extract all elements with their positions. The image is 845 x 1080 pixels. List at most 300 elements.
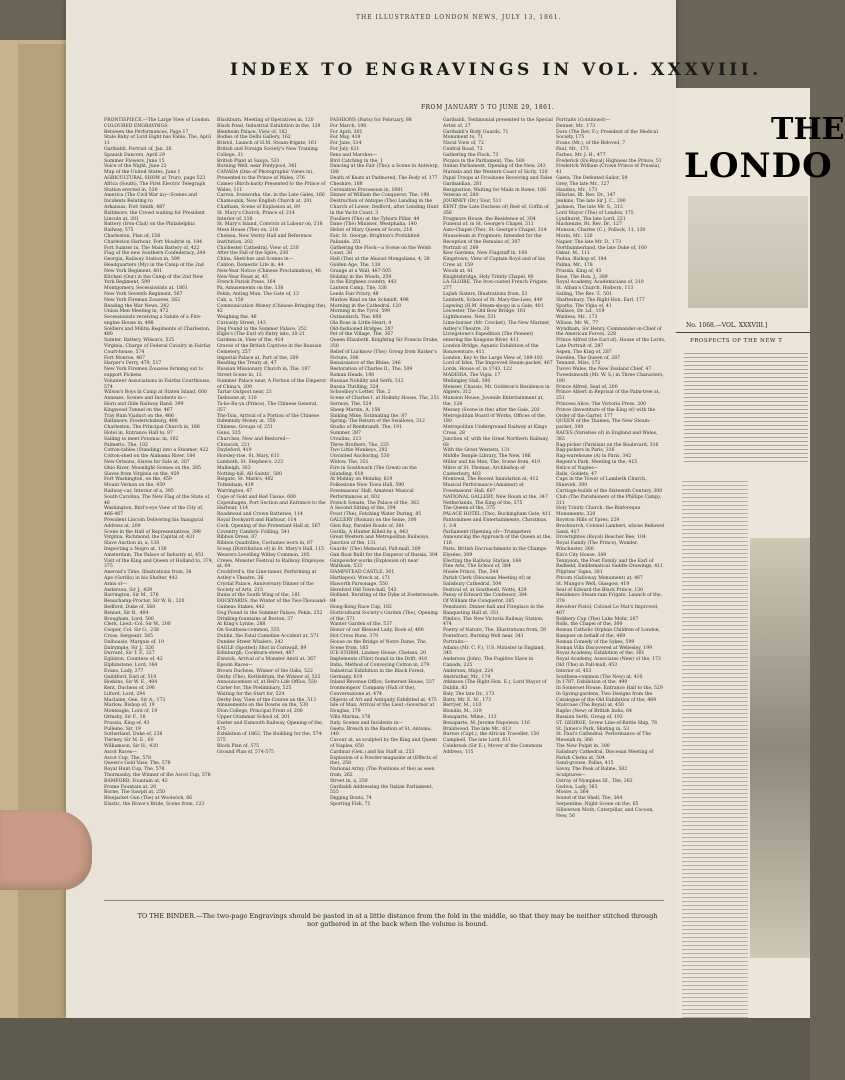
index-entry: Street in, a, 250 [330,778,368,784]
index-entry: Widow, The, 351 [330,460,369,466]
index-entry: Hot Cross Buns, 379 [330,633,379,639]
index-entry: Summer Palace near, A Portion of the Emperor of China's, 200 [217,378,327,390]
index-entry: QUEEN of the Thames, The New Steam-packet, 300 [556,419,651,431]
index-entry: Chinese, Groups of, 251 [217,425,273,431]
index-entry: Rolls, the Chapel of the, 300 [556,622,623,628]
index-entry: Livingstone's Expedition (The Pioneer) entering the Kongone River, 411 [443,332,534,344]
index-entry: Stale Baby of Lord Eight has Fable, The, April 11 [104,135,212,147]
index-entry: For May, 418 [330,135,361,141]
index-entry: Map of the United States, June 1 [104,170,181,176]
index-entry: Weavers Levelling Witley Common, 205 [217,552,310,558]
index-entry: Cotton-tables (Standing) into a Steamer, 422 [104,448,209,454]
index-entry: EAGLE (Spotted) Shot in Cornwall, 89 [217,645,307,651]
index-entry: Eglinton, Countess of, 42 [104,657,163,663]
index-entry: Edinburgh, Cockburn-street, 487 [217,651,295,657]
index-entry: JOURNEY (Dr.) Tour, 511 [443,199,502,205]
index-entry: In 1787, Exhibition of the, 490 [556,680,628,686]
index-entry: Portrait of, 269 [443,245,479,251]
index-entry: Relics of Naples— [556,465,599,471]
index-entry: Doro (The Rev. F.), President of the Medical Society, 175 [556,129,658,141]
index-entry: Williamson, Sir H., 420 [104,744,159,750]
index-entry: Gorilla, A Hunter Killed by a, 443 [330,529,409,535]
index-entry: Knightsbridge, Holy Trinity Chapel, 80 [443,274,534,280]
index-entry: Communication Money (Chinese Bringing the), 42 [217,303,327,315]
index-entry: BAMFORD, Fountain at, 43 [104,778,168,784]
index-entry: Railway-car, Interior of a, 395 [104,489,174,494]
index-entry: At Midday on Monday, 619 [330,477,393,483]
index-entry: Gathering the Flock—a Scene on the Welsh Coast, 30 [330,245,432,257]
index-entry: Farbes, Mr. J. H., 477 [556,152,606,158]
index-entry: Kew Gardens, New Flagstaff in, 164 [443,251,528,257]
index-entry: St. Mungo's Well, Glasgow, 419 [556,581,630,587]
index-entry: Tweedsmouth (Mr. W. S.) in Three Characters, 190 [556,373,664,384]
index-entry: A Second Sitting of the, 294 [330,506,396,512]
index-entry: Ascot Cup, The, 578 [104,755,152,761]
index-entry: Fort Monroe, 467 [104,355,146,361]
index-entry: Cope of Gold and Red Tissue, 600 [217,494,296,500]
index-entry: Godiva, Lady, 363 [556,784,598,790]
index-entry: Elgin's (The Earl of) Entry into, 20-21 [217,332,305,338]
index-entry: Northumberland, the late Duke of, 160 [556,245,647,251]
index-entry: Pitcom (Galloway Monument) at, 467 [556,575,643,581]
index-entry: Anstruther, Mr., 174 [443,674,491,680]
index-entry: Copenhagen, Port Section and Entrance to the Harbour, 114 [217,500,326,512]
masthead-the: THE [771,112,845,147]
index-entry: Miller and his Men, The, Scene from, 419 [443,460,541,466]
index-entry: Sheep Marsin, A, 156 [330,407,381,413]
index-entry: Marlow, Bishop of, 19 [104,703,155,709]
index-entry: President Lincoln Delivering his Inaugural Address at, 209 [104,517,204,529]
index-entry: Royal Academy, Exhibition of the, 301 [556,651,645,657]
index-entry: Musée Prince, The, 544 [443,570,499,576]
index-entry: Reading the War News, 242 [104,303,170,309]
index-entry: Cardinal (Gen.) and his Staff at, 253 [330,749,415,755]
index-entry: Derby Day, View of the Course on the, 513 [217,697,317,703]
index-entry: Grange at a Wall, 487-505 [330,268,391,274]
index-entry: Balls, Goblets, 47 [556,471,597,477]
index-entry: Pimlico, The New Victoria Railway Station, 474 [443,616,544,628]
index-entry: Staircase (The Royal) at, 450 [556,703,624,709]
index-entry: Maclaine, Gen. Sir A., 173 [104,697,166,703]
index-entry: Dundee Street Whalers, 242 [217,639,284,645]
index-entry: Morning in the Cathedral, 120 [330,303,402,309]
index-entry: Crewe, Monster Festival to Railway Employes at, 64 [217,558,325,570]
index-entry: St. Alban's Church, Holborn, 113 [556,286,634,292]
index-entry: Kitchen (Our) in the Camp of the 2nd New York Regiment, 599 [104,274,204,286]
index-entry: Upper Grammar School of, 201 [217,715,290,721]
index-entry: Haudiss, Mr., 173 [556,187,598,193]
index-entry: Thormanby, the Winner of the Ascot Cup, 578 [104,773,211,779]
index-entry: Leicester, The Old Bow Bridge, 181 [443,309,526,315]
index-entry: Frome Fountain at, 20 [104,784,157,790]
index-entry: Lajlah Sisters, Illustrations from, 53 [443,291,528,297]
index-entry: Ribbon Quadrilles, Costumes worn in, 87 [217,541,313,547]
index-entry: Freemasons' Hall, Amateur Musical Performances at, 602 [330,489,414,500]
index-entry: For July, 621 [330,146,360,152]
index-entry: Harper's Ferry, 479, 517 [104,361,162,367]
index-entry: Colebrook (Sir E.), Mover of the Commons Address, 115 [443,744,543,755]
index-entry: Adams (Mr. C. F.), U.S. Minister in England, 345 [443,645,545,657]
index-entry: Kin's City House, 300 [556,552,607,558]
issue-number: No. 1068.—VOL. XXXVIII.] [686,322,768,329]
index-entry: Garibaldi, Testimonial presented to the Special Artist of, 27 [443,118,553,129]
index-entry: Sermon, The, 524 [330,402,372,408]
index-entry: Interior of, 218 [217,216,253,222]
index-entry: Wanless, Mr., 173 [556,315,598,321]
index-entry: Revolver Pistol, Colonel Le Mat's Improved, 407 [556,604,659,616]
index-entry: Churches, New and Restored— [217,436,290,442]
index-entry: Dog Pound in the Summer Palace, 252 [217,326,307,332]
index-entry: French Senate, The Palace of the, 363 [330,500,420,506]
index-entry: Savoy, The Peak of Balme, 502 [556,767,628,773]
index-entry: South Carolina, The New Flag of the State of, 48 [104,494,211,506]
index-entry: Virginia, Richmond, the Capital of, 431 [104,535,195,541]
index-entry: Jenkins, The late Sir J. C., 290 [556,199,626,205]
index-entry: DOCKYARDS, the Winter of the Two-Thousand-Guineas Stakes, 442 [217,599,327,610]
index-entry: Kingwood Tunnel on the, 467 [104,407,173,413]
running-head: THE ILLUSTRATED LONDON NEWS, JULY 13, 1861. [356,14,562,21]
index-entry: British Plant at Sanya, 531 [217,158,280,164]
index-entry: Ruins of the South Wing of the, 181 [217,593,301,599]
index-entry: Mellingley Hall, 300 [443,378,491,384]
index-entry: Great Western and Metropolitan Railways, Junction of the, 131 [330,535,430,547]
index-entry: ST. GEORGE, Screw Line-of-Battle Ship, 78 [556,720,658,726]
index-entry: Seal of Edward the Black Prince, 130 [556,587,644,593]
index-entry: Padua, Bishop of, 184 [556,257,607,263]
index-entry: Notting-hill, All Saints', 580 [217,471,282,477]
index-entry: Isle of Man, Arrival of the Lieut.-Governor at Douglas, 179 [330,703,435,715]
index-entry: For March, 190 [330,123,367,129]
index-entry: Lords, House of, in 1743, 122 [443,367,512,373]
index-entry: Netherlands, The King of the, 375 [443,500,523,506]
index-entry: At King's Lynne, 288 [217,622,266,628]
index-entry: Wilson's Boys in Camp at Staten Island, 600 [104,390,207,396]
index-entry: Roman Heads, 190 [330,373,375,379]
index-entry: Ape (Gorilla) in his Shelter, 442 [104,575,178,581]
index-entry: National Army, (The Positions of the) as seen from, 262 [330,767,435,779]
index-entry: Ohio River, Moonlight-Scenes on the, 285 [104,465,202,471]
index-column-5 [556,118,666,898]
index-entry: Roman Catholic Orphan Children of London, Banquet on behalf of the, 469 [556,628,661,639]
index-entry: Waiting for the Start for, 524 [217,691,285,697]
index-entry: Fair, St. George, Brighton's Prohibited Palisade, 251 [330,233,420,245]
index-entry: St. Mary's Church, Prince of, 214 [217,210,295,216]
index-entry: Charleston Harbour, Fort Moultrie in, 184 [104,239,203,245]
index-entry: New-Year Feast at, 45 [217,274,268,280]
index-entry: British and Foreign Society's New Training College, 31 [217,146,318,158]
index-entry: Holland, Bursting of the Dyke at Zoeterwoude, 84 [330,593,440,605]
index-entry: Guns, 325 [217,431,241,437]
index-entry: Tottenham, 419 [217,483,254,489]
index-entry: Aspen, The King of, 287 [556,349,612,355]
index-entry: Sparks, The Vigia of, 41 [556,303,612,309]
index-entry: Sailing to meet Potomac in, 102 [104,436,179,442]
index-entry: For April, 301 [330,129,363,135]
facing-page-text [684,350,808,465]
index-entry: Coronation Procession in, 1001 [330,187,404,193]
index-entry: Fort Sumter in, The Main Battery of, 422 [104,245,200,251]
index-entry: Ironmongers' Company (Hall of the), Conversazione at, 474 [330,686,416,697]
index-entry: Anderson (John), The Fugitive Slave in Canada, 225 [443,657,534,668]
index-entry: Frogmore House, the Residence of, 304 [443,216,536,222]
index-entry: The Queen of the, 375 [443,506,495,512]
index-entry: Pansy of Edward the Confessor, 384 [443,593,527,599]
index-entry: PALACE HOTEL (The), Buckingham Gate, 411 [443,512,551,518]
index-entry: Pulleine, Sir, 19 [104,726,141,732]
index-entry: Tray Rum Viaduct on the, 466 [104,413,174,419]
index-entry: Auto-Chapel (The), St. George's Chapel, 314 [443,228,547,234]
index-entry: Bonaparte, Mlme., 113 [443,715,497,721]
index-entry: India, Method of Conveying Cotton in, 279 [330,662,430,668]
index-entry: Beauchamp-Proctor, Sir W. B., 320 [104,599,185,605]
index-entry: Chiswick, 231 [217,442,250,448]
index-entry: Carron, Ironworks, the, in the Late Gales, 166 [217,193,325,199]
date-range: FROM JANUARY 5 TO JUNE 29, 1861. [421,104,555,111]
index-entry: Scene of Charles I. at Holmby House, The, 251 [330,396,440,402]
index-entry: Wyndham, Sir Henry, Commander-in-Chief of the American Forces, 228 [556,326,662,338]
index-entry: Explosion of a Powder-magazine at (Effects of the), 258 [330,755,437,767]
issue-rule [676,332,810,333]
index-entry: Imperial Palace at, Part of the, 200 [217,355,299,361]
index-entry: New York Fireman Zouaves, 562 [104,297,181,303]
index-column-3 [330,118,440,898]
index-entry: Crystal Palace, Anniversary Dinner of the Society of Arts, 215 [217,581,314,593]
index-entry: Gaeta, Breach in the Bastion of St. Antonio, 140 [330,726,432,738]
index-entry: Veteran of, 280 [443,193,479,199]
index-entry: Salisbury Cathedral, Diocesan Meeting of Parish Clerks at, 504 [556,749,654,761]
index-entry: Flag of the new Southern Confederacy, 244 [104,251,206,257]
index-entry: Three Brothers, The, 235 [330,442,389,448]
index-entry: Clerk, Lieut.-Col. Sir W., 200 [104,622,171,628]
index-entry: Garibaldi, Portrait of, Jan. 26 [104,146,172,152]
index-entry: Paul, Mr., 173 [556,146,589,152]
index-entry: Battery (Iron-Clad) on the Philadelphia Railway, 575 [104,222,195,234]
index-entry: Glen Ray, Parallel Roads of, 301 [330,523,405,529]
index-entry: Schoolboy's Letter, The, 2 [330,390,391,396]
index-entry: Industrial Exhibition in the Black Forest, Germany, 619 [330,668,426,680]
index-entry: Cooper, Col. Sir G., 238 [104,628,159,634]
index-entry: Residence Steam-ram Frigate, Launch of the, 378 [556,593,663,605]
index-entry: Warrington, 47 [217,489,253,494]
index-entry: Pilgrims' Signs, 301 [556,570,603,576]
prospects-heading: PROSPECTS OF THE NEW T [690,338,783,344]
index-entry: Dog Pound in the Summer Palace, Pekin, 252 [217,610,323,616]
index-entry: Aneroid's Time, Illustrations from, 38 [104,570,192,576]
index-entry: French Parish Press, 164 [217,280,276,286]
index-entry: Jackson, The late Mr. S., 313 [556,204,623,210]
index-entry: Garibaldi's Body Guards, 71 [443,129,509,135]
index-entry: Cross, Sergeant, 565 [104,633,154,639]
index-entry: Burton (Capt.), the African Traveller, 150 [443,732,540,738]
index-entry: Bennet, Sir R., 404 [104,610,149,616]
index-entry: Portraits (Continued)— [556,118,611,123]
index-entry: Dancing at the Fair (The): a Scene in Antwerp, 188 [330,164,439,176]
index-entry: Roadstead and Crown Batteries, 114 [217,512,303,518]
index-entry: Funeral of, in St. George's Chapel, 311 [443,222,534,228]
index-entry: FRONTISPIECE.—The Large View of London. [104,118,211,123]
index-entry: Drowrightes (Royal) Beacher Bee, 104 [556,535,646,541]
index-entry: NATIONAL GALLERY, New Room at the, 347 [443,494,548,500]
index-column-2 [217,118,327,898]
index-entry: Old-fashioned Bridges, 287 [330,326,394,332]
index-entry: Pet of the Village, The, 367 [330,332,394,338]
index-entry: Unvisited Anchoring, 530 [330,454,390,460]
index-entry: Lilford, Lord, 294 [104,691,146,697]
index-entry: ICE-STORM, Lindsey House, Chelsea, 20 [330,651,426,657]
index-entry: Metropolitan Underground Railway at Kings Cross, 28 [443,425,547,437]
index-entry: Renaissance of the Rhine, 346 [330,361,401,367]
index-entry: Anderson, Sir J., 429 [104,587,153,593]
index-entry: Cups in the Tower of Lambeth Church, Nineveh, 300 [556,477,647,489]
index-entry: Prince Albert in Reprisal of the Palm-tree at, 251 [556,390,661,402]
index-entry: Brown Duchess, Winner of the Oaks, 522 [217,668,313,674]
index-entry: Fine Arts, The School of, 384 [443,564,511,570]
index-entry: Chamounix, New English Church at, 201 [217,199,313,205]
index-entry: Prussia, King of, 43 [104,720,150,726]
index-entry: Italian Parliament, Opening of the New, 243 [443,164,546,170]
index-entry: Prussia, King of, 43 [556,268,602,274]
index-entry: AGRICULTURAL SHOW at Truro, page 523 [104,175,206,181]
index-entry: Tartar Outpost near, 23 [217,390,272,396]
masthead-london: LONDO [684,146,833,186]
index-entry: Summer, 387 [330,431,361,437]
index-entry: Inspecting a Negro at, 130 [104,546,167,552]
index-entry: Morning in the Tyrol, 599 [330,309,391,315]
index-entry: Mackenzie, Rt. Rev. Dr., 127 [556,222,622,228]
index-entry: Russian Nobility and Serfs, 512 [330,378,404,384]
index-entry: Hartlepool, Wreck at, 171 [330,575,391,581]
index-entry: New York Firemen Zouaves forming out to support Pickens [104,367,204,379]
index-entry: Arkansas, Fort Smith, 487 [104,204,166,210]
index-entry: Prince Alfred (the Earl of), House of the Lords, Late Portrait of, 287 [556,338,666,350]
index-entry: Canton, Domestic Life in, 44 [217,262,284,268]
index-entry: COLOURED ENGRAVINGS. [104,123,169,129]
index-entry: Pontefract, Burning Well near, 341 [443,633,524,639]
index-entry: Prince (Investiture of the King of) with the Order of the Garter, 177 [556,407,656,419]
index-entry: Gardens in, View of the, 414 [217,338,284,344]
index-entry: Mitre of St. Thomas, Archbishop of Canterbury, 403 [443,465,525,477]
index-entry: New Orleans, Slaves for Sale at, 307 [104,460,190,466]
index-entry: Mount Vernon on the, 459 [104,483,166,489]
index-entry: Russia Thrilling, 324 [330,384,379,390]
index-entry: CANADA (One of Photographic Views in), Presented to the Prince of Wales, 376 [217,170,314,181]
index-entry: Coventry Cambric Frilling, 541 [217,529,290,535]
index-entry: Blackburn, Meeting of Operatives in, 120 [217,118,314,123]
index-entry: Ribbon Dress, 87 [217,535,258,541]
index-entry: Dane (The) Minister, Westphalia, 140 [330,222,417,228]
index-entry: Slaves from Virginia on the, 459 [104,471,180,477]
index-entry: The-Tsin, Arrival of a Portion of the Chinese Indemnity Money at, 350 [217,413,320,425]
masthead-vignette [688,196,808,308]
index-entry: In Somerset House, Entrance Hall to the, 529 [556,686,663,692]
index-entry: Cork, Opening of the Protestant Hall at, 567 [217,523,321,529]
index-entry: Rag-picker (Parisian) on the Boulevard, 316 [556,442,659,448]
index-entry: Ursulins, 213 [330,436,362,442]
index-entry: Epsom Races— [217,662,253,668]
index-entry: Atkinson (The Right Hon. E.), Lord Mayor of Dublin, 83 [443,680,547,692]
index-entry: Russian Serfs, Group of, 192 [556,715,623,721]
index-entry: Block Plan of, 575 [217,744,260,750]
index-entry: FASHIONS (Paris) for February, 88 [330,118,412,123]
index-entry: Horn and Olde Railway Band, 399 [104,402,184,408]
index-entry: Brocknurch, Colonel Lambert, whose Bellowel Sand, 417 [556,523,665,535]
index-entry: Relief of Lucknow (The): Group from Barker's Picture, 306 [330,349,437,361]
index-entry: Gunpowder-works (Explosion of) near Waltham, 533 [330,558,419,570]
index-entry: Central Road, 73 [443,146,483,152]
index-entry: Parish Clerk (Diocesan Meeting of) at Salisbury Cathedral, 504 [443,575,531,587]
footer-rule [104,900,664,901]
index-entry: Inland Revenue Office, Somerset House, 337 [330,680,435,686]
index-entry: Poetry of Nature, The, Illustrations from, 59 [443,628,546,634]
index-entry: Pekin, Anting Mun, The Gate of, 13 [217,291,299,297]
index-entry: Secessionists receiving a Salute of a Fire-engine House in, 498 [104,315,202,326]
index-entry: Pantomimes and Entertainments, Christmas, 1, 3-8 [443,517,548,529]
index-entry: Monson, Charles (C.), Pollock, 11, 130 [556,228,646,234]
index-entry: Guildford, Earl of, 519 [104,674,157,680]
index-entry: Papal Troops at Frosinone Receiving and False Garibaldian, 281 [443,175,553,187]
index-entry: Horsley-rise, St. Mary, 611 [217,454,280,460]
index-entry: Hoskins, Sir W. E., 404 [104,680,158,686]
index-column-4 [443,118,553,898]
index-entry: Rag-pickers in Paris, 316 [556,448,615,454]
index-entry: Summer Flowers, June 15 [104,158,165,164]
index-entry: Voice of the Night, June 22 [104,164,167,170]
index-entry: Announcement of, at Bell's Life Office, 550 [217,680,317,686]
index-entry: Interior of, 453 [556,668,592,674]
index-entry: Chichester Cathedral, View of, 230 [217,245,299,251]
index-entry: Wallace, Dr. Ld., 119 [556,309,605,315]
index-entry: Africa (South), The First Electric Telegraph Station erected in, 530 [104,181,206,193]
index-entry: Leeds Fair Priory, 48 [330,291,379,297]
index-entry: Rose, The Hon. J., 289 [556,274,608,280]
index-entry: Shaftesbury, The Right Hon. Earl, 177 [556,297,645,303]
index-entry: St. Paul's Cathedral, Performance of The Messiah in, 366 [556,732,652,744]
index-entry: Honor of our Blessed Lady, Book of, 400 [330,628,424,634]
facing-page-illustration [750,538,810,958]
index-entry: Tennyson, the Poet Family and the Earl of Redbeld, Emblematical Saddle Drawings, 411 [556,558,663,570]
index-entry: Volunteer Associations in Fairfax Courthouse, 574 [104,378,211,390]
index-entry: Carriage-builds of the Sixteenth Century, 300 [556,489,663,494]
index-entry: Between the Performances, Page 17 [104,129,189,135]
index-entry: Ground Plan of, 574-575 [217,749,274,755]
index-entry: Tierney, Sir M. E., 60 [104,738,154,744]
index-entry: Soldiers and Militia Regiments of Charleston, 480 [104,326,211,338]
index-entry: Paris, British Encroachments in the Champs Elysées, 309 [443,546,547,558]
index-entry: Robbery Cup (The) Lake Mohr, 267 [556,616,639,622]
index-entry: Pa, Amusements on the, 138 [217,286,284,292]
index-entry: Electing the Railway Station, 164 [443,558,522,564]
index-entry: Virginia, Charge of Federal Cavalry in Fairfax Court-house, 574 [104,344,211,355]
index-entry: Heliot of Mary Queen of Scots, 216 [330,228,413,234]
index-entry: Denner, Mr., 173 [556,123,596,129]
index-entry: Ola Rose in Little Heart, 4 [330,320,392,326]
index-entry: Batty, Mr. E. M., 173 [443,697,492,703]
index-entry: The New Pulpit in, 300 [556,744,610,750]
index-entry: Twovo Wales, the New Zealand Chief, 47 [556,367,652,373]
index-entry: Fort Washington, on the, 459 [104,477,172,483]
index-entry: Garibaldi Addressing the Italian Parliament, 555 [330,784,434,796]
index-entry: Prince Alfred, Seat of, 200 [556,384,618,390]
facing-page [676,88,845,1048]
index-entry: Weighing the, 46 [217,315,257,321]
index-entry: Roman Comedy of the Sykes, 599 [556,639,635,645]
index-entry: Eton College, Principal Front of, 200 [217,709,303,715]
index-column-1 [104,118,214,898]
index-entry: Evans, Lady, 377 [104,668,144,674]
index-entry: Resignation, Waiting for Mails in Rome, 188 [443,187,547,193]
index-entry: Frederick (Ex-Royal) Highness the Prince, 51 [556,158,662,164]
index-entry: Woods at, 41 [443,268,474,274]
